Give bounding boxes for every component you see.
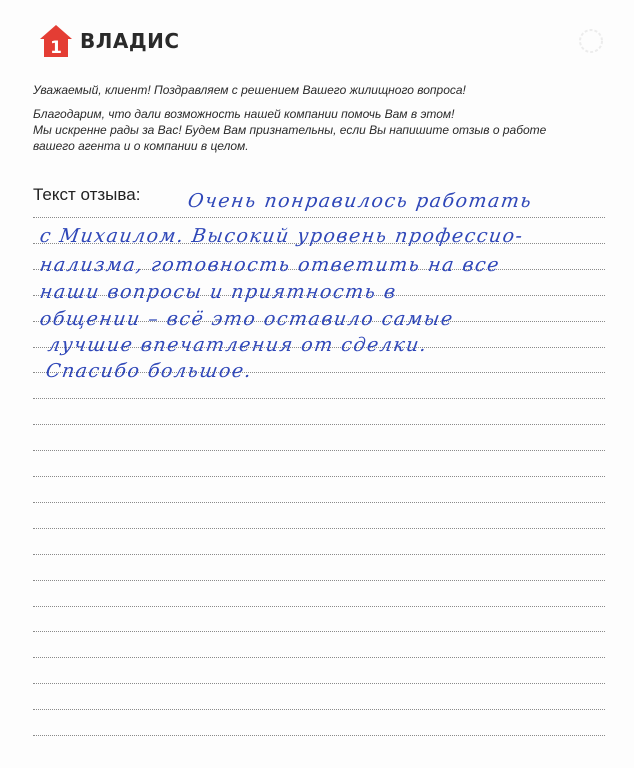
logo-badge-number: 1	[50, 38, 62, 58]
writing-line	[33, 709, 605, 710]
handwritten-line-1: Очень понравилось работать	[186, 190, 534, 212]
intro-line-3: Мы искренне рады за Вас! Будем Вам признательны, если Вы напишите отзыв о работе	[33, 123, 547, 137]
writing-line	[33, 657, 605, 658]
review-title: Текст отзыва:	[33, 185, 141, 204]
faint-stamp-icon	[576, 26, 606, 56]
greeting-text	[33, 82, 613, 98]
handwritten-line-4: наши вопросы и приятность в	[38, 281, 399, 303]
handwritten-line-5: общении – всё это оставило самые	[38, 308, 456, 330]
thanks-text	[33, 106, 613, 154]
handwritten-line-7: Спасибо большое.	[44, 360, 254, 382]
writing-line	[33, 554, 605, 555]
writing-line	[33, 217, 605, 218]
handwritten-line-6: лучшие впечатления от сделки.	[46, 334, 430, 356]
writing-line	[33, 528, 605, 529]
writing-line	[33, 450, 605, 451]
writing-line	[33, 502, 605, 503]
intro-line-1: Уважаемый, клиент! Поздравляем с решением Вашего жилищного вопроса!	[33, 83, 466, 97]
writing-line	[33, 683, 605, 684]
writing-line	[33, 424, 605, 425]
intro-line-2: Благодарим, что дали возможность нашей компании помочь Вам в этом!	[33, 107, 455, 121]
writing-line	[33, 606, 605, 607]
brand-logo	[38, 23, 180, 59]
intro-line-4: вашего агента и о компании в целом.	[33, 139, 249, 153]
writing-line	[33, 476, 605, 477]
writing-line	[33, 398, 605, 399]
handwritten-line-3: нализма, готовность ответить на все	[38, 254, 502, 276]
house-logo-icon	[38, 23, 74, 59]
writing-line	[33, 631, 605, 632]
writing-line	[33, 580, 605, 581]
brand-name: ВЛАДИС	[80, 29, 180, 53]
writing-line	[33, 735, 605, 736]
handwritten-line-2: с Михаилом. Высокий уровень профессио-	[38, 225, 526, 247]
